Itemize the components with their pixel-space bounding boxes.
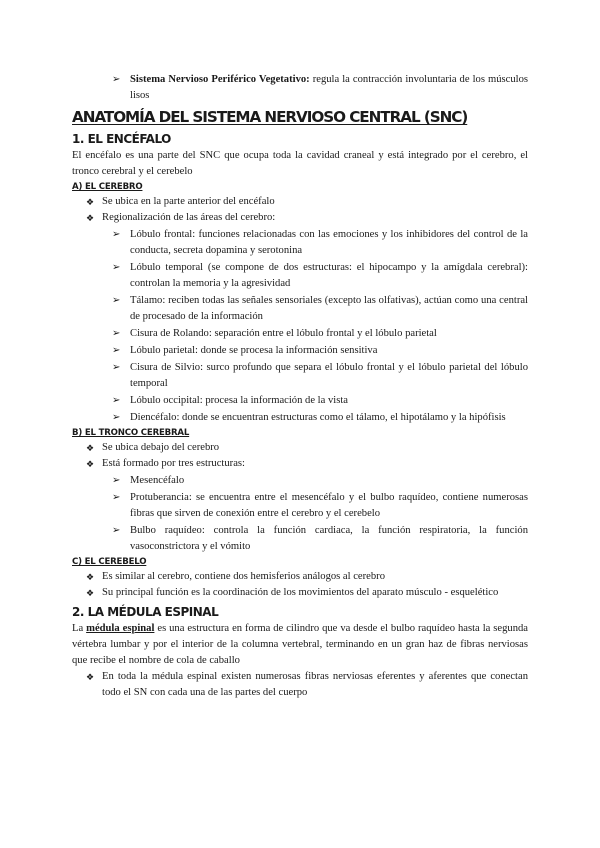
arrow-bullet-icon: ➢ xyxy=(112,74,121,85)
list-item-text: Se ubica debajo del cerebro xyxy=(102,442,220,453)
list-item-text: Protuberancia: se encuentra entre el mesencéfalo y el bulbo raquídeo, contiene numerosas fibras que sirven de conexión entre el cerebro y el cerebelo xyxy=(130,492,528,519)
list-item xyxy=(72,293,528,325)
diamond-bullet-icon: ❖ xyxy=(86,213,95,223)
arrow-bullet-icon: ➢ xyxy=(112,395,121,406)
list-item xyxy=(72,490,528,522)
paragraph-medula xyxy=(72,621,528,669)
list-item-text: Es similar al cerebro, contiene dos hemisferios análogos al cerebro xyxy=(102,571,385,582)
list-item-text: Regionalización de las áreas del cerebro: xyxy=(102,212,276,223)
diamond-bullet-icon: ❖ xyxy=(86,672,95,682)
list-item xyxy=(72,669,528,701)
list-item xyxy=(72,410,528,426)
arrow-bullet-icon: ➢ xyxy=(112,362,121,373)
list-item xyxy=(72,473,528,489)
list-item xyxy=(72,326,528,342)
list-item-text: Mesencéfalo xyxy=(130,475,185,486)
diamond-bullet-icon: ❖ xyxy=(86,197,95,207)
list-item-text: Lóbulo frontal: funciones relacionadas con las emociones y los inhibidores del control de la conducta, secreta dopamina y serotonina xyxy=(130,229,528,256)
diamond-bullet-icon: ❖ xyxy=(86,572,95,582)
section-heading-medula: 2. LA MÉDULA ESPINAL xyxy=(72,605,219,619)
list-item-text: Se ubica en la parte anterior del encéfalo xyxy=(102,196,275,207)
list-item xyxy=(72,343,528,359)
list-item xyxy=(72,194,528,210)
list-item-text: Está formado por tres estructuras: xyxy=(102,458,245,469)
list-item xyxy=(72,456,528,472)
list-item-text: Lóbulo temporal (se compone de dos estructuras: el hipocampo y la amígdala cerebral): controlan la memoria y la agresividad xyxy=(130,262,528,289)
arrow-bullet-icon: ➢ xyxy=(112,475,121,486)
subheading-cerebelo: C) EL CEREBELO xyxy=(72,557,147,567)
list-item xyxy=(72,569,528,585)
list-item-text: Bulbo raquídeo: controla la función cardiaca, la función respiratoria, la función vasoconstrictora y el vómito xyxy=(130,525,528,552)
list-item-text: Su principal función es la coordinación de los movimientos del aparato músculo - esquelético xyxy=(102,587,499,598)
arrow-bullet-icon: ➢ xyxy=(112,262,121,273)
list-item-snp-vegetativo xyxy=(72,72,528,104)
diamond-bullet-icon: ❖ xyxy=(86,459,95,469)
list-item xyxy=(72,440,528,456)
arrow-bullet-icon: ➢ xyxy=(112,345,121,356)
term-definition: regula la contracción involuntaria de los músculos lisos xyxy=(130,74,528,101)
list-item-text: Lóbulo occipital: procesa la información de la vista xyxy=(130,395,348,406)
list-item xyxy=(72,210,528,226)
arrow-bullet-icon: ➢ xyxy=(112,492,121,503)
arrow-bullet-icon: ➢ xyxy=(112,295,121,306)
list-item-text: Cisura de Silvio: surco profundo que separa el lóbulo frontal y el lóbulo parietal del lóbulo temporal xyxy=(130,362,528,389)
list-item-text: Lóbulo parietal: donde se procesa la información sensitiva xyxy=(130,345,378,356)
list-item xyxy=(72,393,528,409)
arrow-bullet-icon: ➢ xyxy=(112,229,121,240)
term-medula-espinal: médula espinal xyxy=(86,623,155,634)
term-bold: Sistema Nervioso Periférico Vegetativo: xyxy=(130,74,310,85)
list-item xyxy=(72,523,528,555)
list-item xyxy=(72,227,528,259)
diamond-bullet-icon: ❖ xyxy=(86,588,95,598)
paragraph-start: La xyxy=(72,623,87,634)
arrow-bullet-icon: ➢ xyxy=(112,328,121,339)
arrow-bullet-icon: ➢ xyxy=(112,412,121,423)
subheading-cerebro: A) EL CEREBRO xyxy=(72,182,143,192)
list-item xyxy=(72,260,528,292)
list-item-text: Diencéfalo: donde se encuentran estructuras como el tálamo, el hipotálamo y la hipófisis xyxy=(130,412,506,423)
list-item xyxy=(72,585,528,601)
diamond-bullet-icon: ❖ xyxy=(86,443,95,453)
list-item xyxy=(72,360,528,392)
page-content xyxy=(72,72,528,701)
list-item-text: En toda la médula espinal existen numerosas fibras nerviosas eferentes y aferentes que conectan todo el SN con cada una de las partes del cuerpo xyxy=(102,671,528,698)
section-heading-encefalo: 1. EL ENCÉFALO xyxy=(72,132,171,146)
subheading-tronco-cerebral: B) EL TRONCO CEREBRAL xyxy=(72,428,190,438)
page-title: ANATOMÍA DEL SISTEMA NERVIOSO CENTRAL (SNC) xyxy=(72,108,468,126)
paragraph-encefalo: El encéfalo es una parte del SNC que ocupa toda la cavidad craneal y está integrado por el cerebro, el tronco cerebral y el cerebelo xyxy=(72,150,528,177)
list-item-text: Tálamo: reciben todas las señales sensoriales (excepto las olfativas), actúan como una central de procesado de la información xyxy=(130,295,528,322)
arrow-bullet-icon: ➢ xyxy=(112,525,121,536)
list-item-text: Cisura de Rolando: separación entre el lóbulo frontal y el lóbulo parietal xyxy=(130,328,437,339)
paragraph-rest: es una estructura en forma de cilindro que va desde el bulbo raquídeo hasta la segunda vértebra lumbar y por el interior de la columna vertebral, terminando en un gran haz de fibras nerviosas que recibe el nombre de cola de caballo xyxy=(72,623,528,666)
